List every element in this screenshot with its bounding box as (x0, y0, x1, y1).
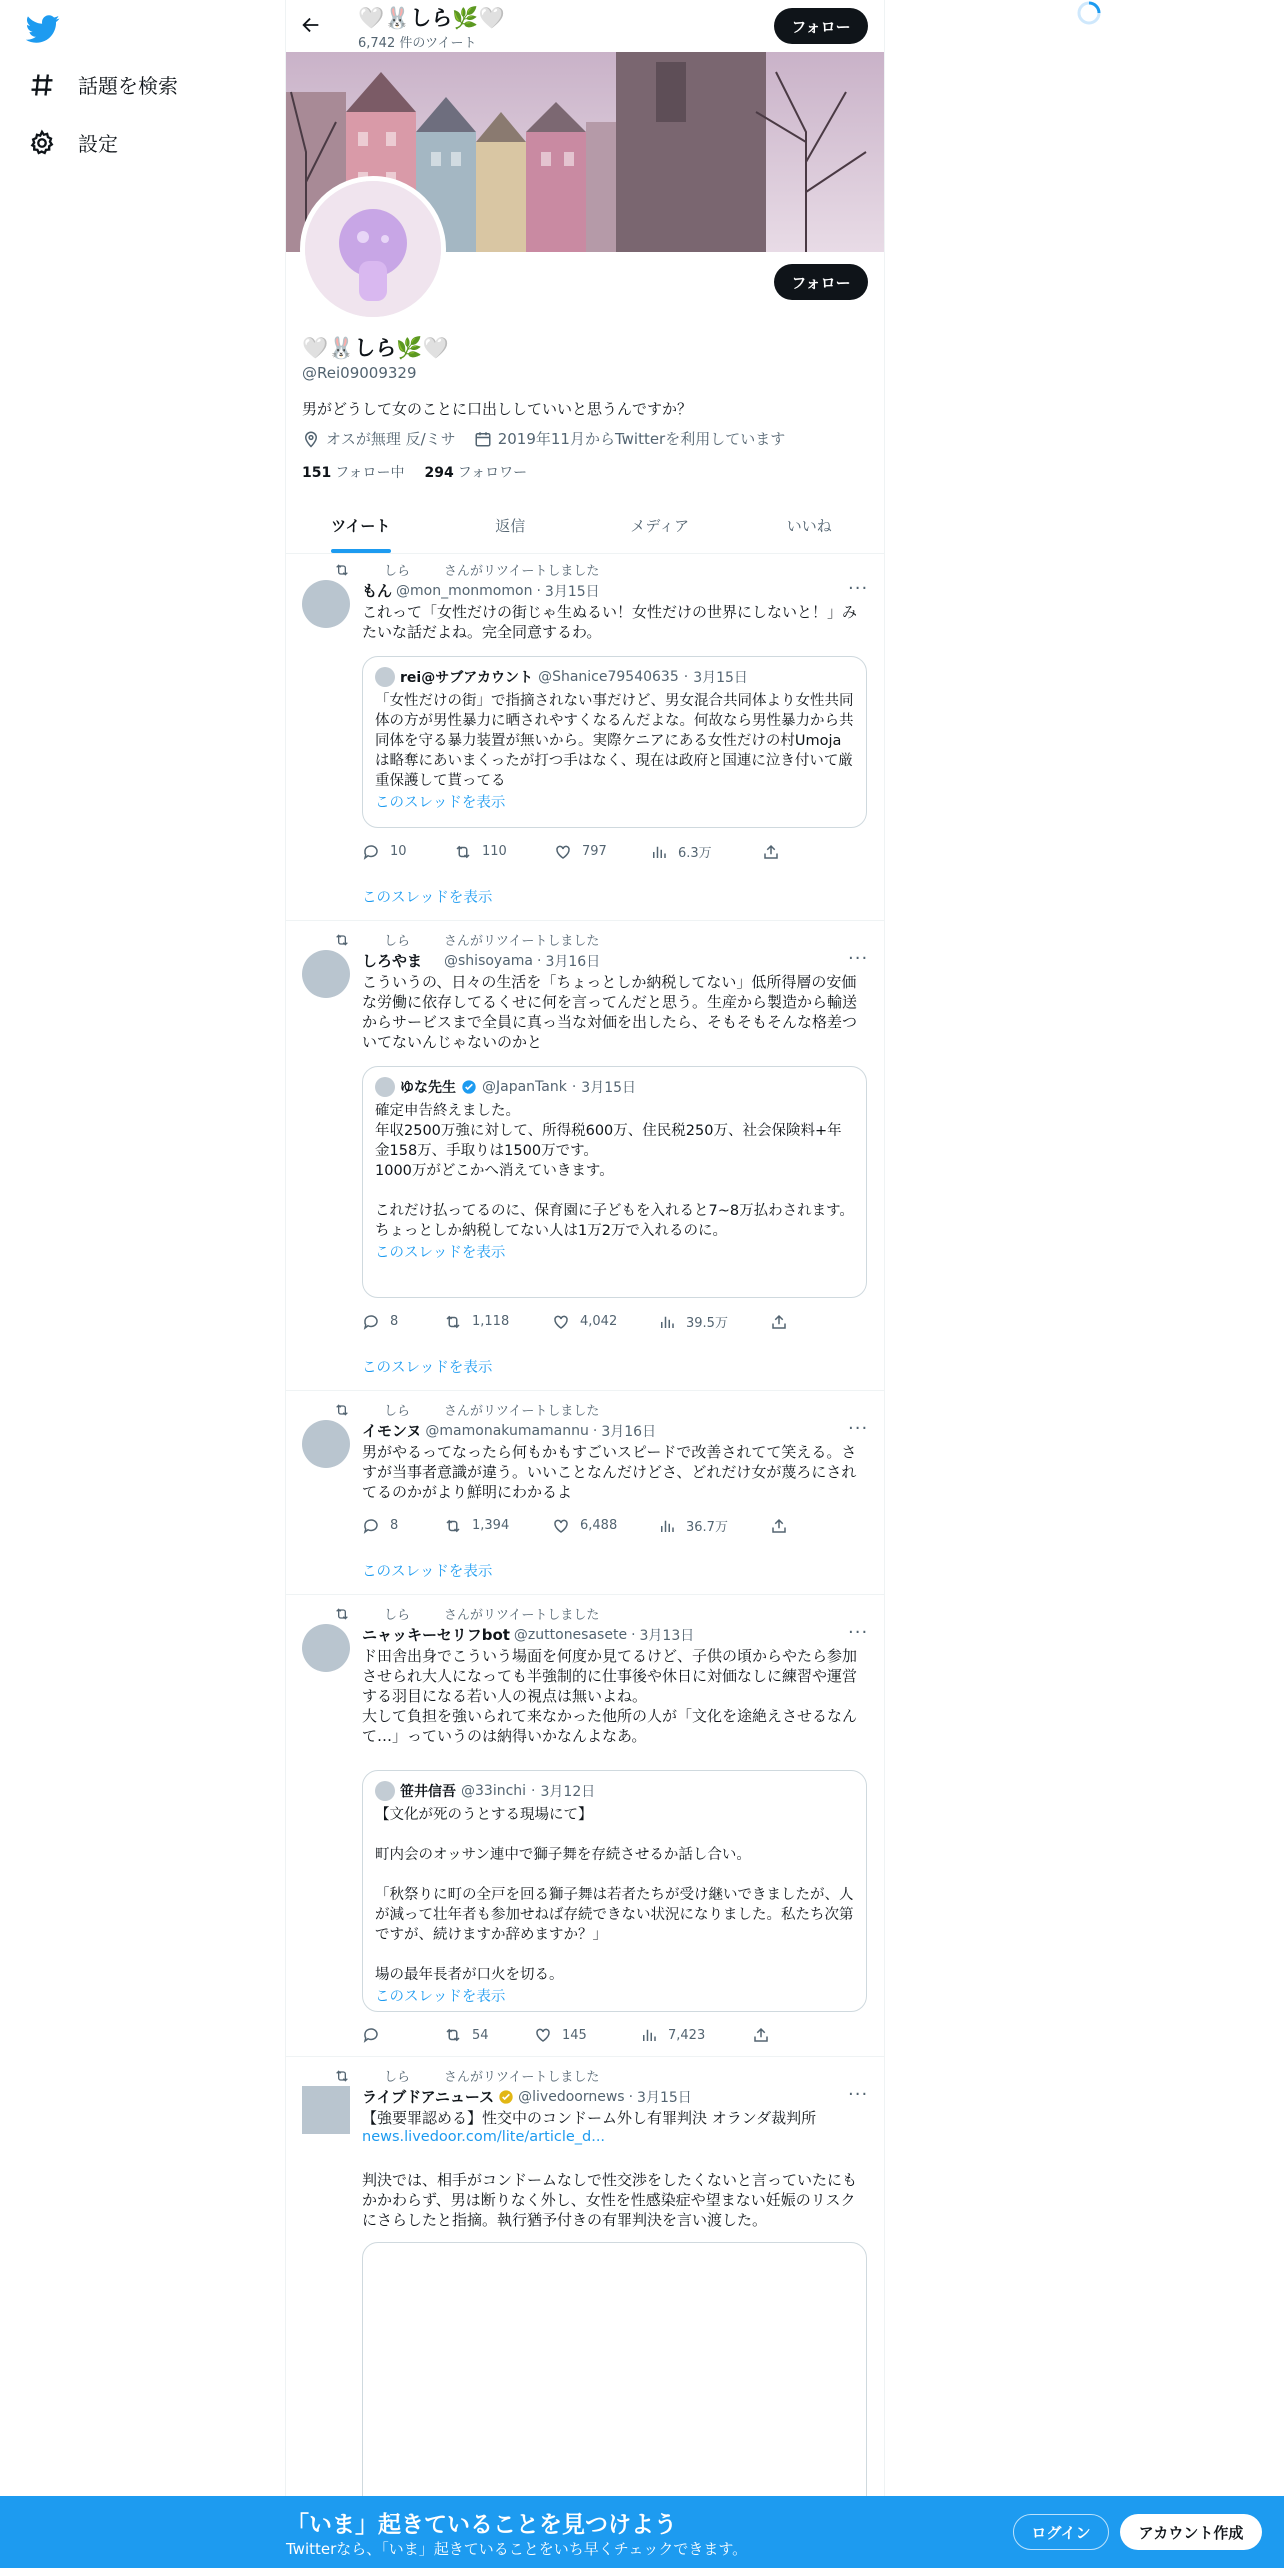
view-count: 7,423 (668, 2027, 706, 2043)
profile-follow-stats (302, 462, 527, 482)
profile-joined (474, 428, 786, 449)
profile-meta (302, 428, 785, 449)
tab-replies[interactable]: 返信 (495, 517, 526, 535)
quoted-thread-link[interactable]: このスレッドを表示 (375, 1989, 506, 2005)
retweet-icon (454, 843, 472, 861)
quoted-author-handle: @Shanice79540635 (538, 669, 679, 685)
retweet-button[interactable] (444, 2026, 534, 2044)
more-options-icon[interactable]: ··· (848, 1622, 869, 1643)
retweeter-name[interactable]: しら (384, 2070, 411, 2085)
profile-follow-button[interactable]: フォロー (774, 264, 868, 300)
signup-button[interactable]: アカウント作成 (1120, 2514, 1262, 2550)
retweet-indicator (334, 930, 599, 949)
like-count: 6,488 (580, 1518, 618, 1533)
view-count: 39.5万 (686, 1316, 728, 1331)
tweet-text: ド田舎出身でこういう場面を何度か見てるけど、子供の頃からやたら参加させられ大人になっても半強制的に仕事後や休日に対価なしに練習や運営する羽目になる若い人の視点は無いよね。 大して負担を強いられて来なかった他所の人が「文化を途絶えさせるなんて…」っていうのは納得いかなんよなあ。 (362, 1647, 858, 1745)
reply-icon (362, 843, 380, 861)
quoted-author-handle: @JapanTank (482, 1079, 567, 1095)
login-button[interactable]: ログイン (1013, 2514, 1109, 2550)
following-count: 151 (302, 465, 332, 481)
tweet-avatar[interactable] (302, 1624, 350, 1672)
retweet-count: 110 (482, 844, 507, 859)
like-button[interactable] (552, 1312, 658, 1331)
tweet-author-handle[interactable]: @shisoyama (444, 952, 534, 969)
like-button[interactable] (534, 2026, 640, 2044)
retweet-text: さんがリツイートしました (444, 564, 600, 579)
quoted-text: 「女性だけの街」で指摘されない事だけど、男女混合共同体より女性共同体の方が男性暴力に晒されやすくなるんだよな。何故なら男性暴力から共同体を守る暴力装置が無いから。実際ケニアにある女性だけの村Umojaは略奪にあいまくったが打つ手はなく、現在は政府と国連に泣き付いて厳重保護して貰ってる (375, 693, 854, 789)
tweet-author-name[interactable]: ライブドアニュース (362, 2088, 495, 2106)
tweet-header: ニャッキーセリフbot @zuttonesasete · 3月13日 (362, 1626, 695, 1644)
retweeter-name[interactable]: しら (384, 1608, 411, 1623)
retweet-button[interactable] (454, 842, 554, 861)
tweet-divider (286, 2056, 884, 2057)
quoted-avatar (375, 667, 395, 687)
retweet-indicator (334, 1604, 599, 1623)
tweet-actions (362, 2026, 770, 2044)
quoted-tweet[interactable] (362, 1770, 867, 2012)
verified-badge-icon (498, 2089, 514, 2105)
reply-button[interactable] (362, 2026, 444, 2044)
heart-icon (554, 843, 572, 861)
tweet-avatar[interactable] (302, 580, 350, 628)
location-pin-icon (302, 430, 320, 448)
tweet-header: イモンヌ @mamonakumamannu · 3月16日 (362, 1422, 657, 1440)
tab-tweets[interactable]: ツイート (286, 498, 436, 553)
tweet-actions (362, 1312, 788, 1331)
retweet-button[interactable] (444, 1312, 552, 1331)
retweet-icon (334, 1402, 350, 1418)
retweet-text: さんがリツイートしました (444, 934, 600, 949)
analytics-icon (658, 1517, 676, 1535)
back-arrow-icon[interactable] (300, 14, 326, 40)
tweet-avatar[interactable] (302, 950, 350, 998)
reply-icon (362, 2026, 380, 2044)
retweet-text: さんがリツイートしました (444, 1404, 600, 1419)
quoted-author-name: rei@サブアカウント (400, 670, 534, 686)
header-profile-name: 🤍🐰しら🌿🤍 (358, 6, 505, 30)
retweet-icon (334, 1606, 350, 1622)
tweet-author-name[interactable]: ニャッキーセリフbot (362, 1626, 510, 1644)
heart-icon (534, 2026, 552, 2044)
quoted-tweet-header: rei@サブアカウント @Shanice79540635 · 3月15日 (375, 667, 854, 687)
followers-count: 294 (424, 465, 454, 481)
retweet-indicator (334, 1400, 599, 1419)
more-options-icon[interactable]: ··· (848, 948, 869, 969)
tweet-actions (362, 842, 780, 861)
more-options-icon[interactable]: ··· (848, 578, 869, 599)
tweet-link[interactable]: news.livedoor.com/lite/article_d... (362, 2129, 606, 2145)
quoted-date: 3月15日 (693, 670, 748, 686)
more-options-icon[interactable]: ··· (848, 2084, 869, 2105)
header-tweet-count: 6,742 件のツイート (358, 36, 477, 51)
tab-media[interactable]: メディア (630, 517, 690, 535)
reply-count: 10 (390, 844, 407, 859)
gear-icon (28, 129, 56, 157)
reply-icon (362, 1517, 380, 1535)
share-button[interactable] (752, 2026, 770, 2044)
views-button[interactable] (650, 842, 762, 861)
nav-explore-label: 話題を検索 (78, 74, 178, 98)
nav-settings-label: 設定 (78, 132, 118, 156)
heart-icon (552, 1313, 570, 1331)
tweet-author-handle[interactable]: @mamonakumamannu (425, 1422, 589, 1439)
tweet-text: 【強要罪認める】性交中のコンドーム外し有罪判決 オランダ裁判所 (362, 2109, 817, 2127)
profile-handle: @Rei09009329 (302, 364, 417, 382)
tweet-author-name[interactable]: しろやま (362, 952, 423, 970)
retweet-icon (444, 1313, 462, 1331)
share-icon (770, 1313, 788, 1331)
quoted-tweet[interactable] (362, 656, 867, 828)
retweet-indicator (334, 560, 599, 579)
header-follow-button[interactable]: フォロー (774, 8, 868, 44)
profile-location (302, 428, 456, 449)
quoted-text: 確定申告終えました。 年収2500万強に対して、所得税600万、住民税250万、社会保険料+年金158万、手取りは1500万です。 1000万がどこかへ消えていきます。 これだけ払ってるのに、保育園に子どもを入れると7~8万払わされます。 ちょっとしか納税してない人は1万2万で入れるのに。 (375, 1103, 854, 1239)
retweeter-name[interactable]: しら (384, 934, 411, 949)
share-button[interactable] (770, 1516, 788, 1535)
views-button[interactable] (658, 1516, 770, 1535)
retweeter-name[interactable]: しら (384, 1404, 411, 1419)
quoted-avatar (375, 1077, 395, 1097)
profile-tabs (286, 498, 884, 554)
analytics-icon (640, 2026, 658, 2044)
like-button[interactable] (554, 842, 650, 861)
following-label: フォロー中 (335, 465, 405, 481)
show-thread-link[interactable]: このスレッドを表示 (362, 890, 493, 906)
quoted-tweet[interactable] (362, 1066, 867, 1298)
view-count: 6.3万 (678, 846, 712, 861)
tweet-header: しろやま @shisoyama · 3月16日 (362, 952, 601, 970)
tweet-text: 男がやるってなったら何もかもすごいスピードで改善されてて笑える。さすが当事者意識が違う。いいことなんだけどさ、どれだけ女が蔑ろにされてるのかがより鮮明にわかるよ (362, 1443, 857, 1501)
tweet-text: これって「女性だけの街じゃ生ぬるい！女性だけの世界にしないと！」みたいな話だよね。完全同意するわ。 (362, 603, 858, 641)
calendar-icon (474, 430, 492, 448)
views-button[interactable] (658, 1312, 770, 1331)
quoted-author-name: 笹井信吾 (400, 1784, 456, 1800)
tweet-actions (362, 1516, 788, 1535)
quoted-text: 【文化が死のうとする現場にて】 町内会のオッサン連中で獅子舞を存続させるか話し合い。 「秋祭りに町の全戸を回る獅子舞は若者たちが受け継いできましたが、人が減って壮年者も参加せねば存続できない状況になりました。私たち次第ですが、続けますか辞めますか？」 場の最年長者が口火を切る。 (375, 1807, 854, 1983)
quoted-author-name: ゆな先生 (400, 1080, 456, 1096)
retweet-indicator (334, 2066, 599, 2085)
tweet-date[interactable]: 3月13日 (639, 1627, 695, 1644)
like-count: 4,042 (580, 1314, 618, 1329)
followers-label: フォロワー (457, 465, 528, 481)
quoted-date: 3月12日 (540, 1784, 596, 1800)
retweeter-name[interactable]: しら (384, 564, 411, 579)
analytics-icon (658, 1313, 676, 1331)
tweet-author-name[interactable]: もん (362, 582, 393, 600)
retweet-text: さんがリツイートしました (444, 2070, 600, 2085)
hashtag-icon (28, 71, 56, 99)
tweet-date[interactable]: 3月15日 (544, 583, 600, 600)
tweet-header: ライブドアニュース @livedoornews · 3月15日 (362, 2088, 692, 2106)
profile-avatar[interactable] (300, 176, 446, 322)
quoted-avatar (375, 1781, 395, 1801)
profile-bio: 男がどうして女のことに口出ししていいと思うんですか？ (302, 400, 693, 418)
tweet-divider (286, 1390, 884, 1391)
retweet-icon (334, 2068, 350, 2084)
signup-banner-title: 「いま」起きていることを見つけよう (286, 2512, 677, 2538)
tweet-date[interactable]: 3月15日 (637, 2089, 692, 2106)
tweet-header: もん @mon_monmomon · 3月15日 (362, 582, 600, 600)
tweet-date[interactable]: 3月16日 (545, 953, 601, 970)
show-thread-link[interactable]: このスレッドを表示 (362, 1564, 493, 1580)
reply-icon (362, 1313, 380, 1331)
tweet-text-continued: 判決では、相手がコンドームなしで性交渉をしたくないと言っていたにもかかわらず、男は断りなく外し、女性を性感染症や望まない妊娠のリスクにさらしたと指摘。執行猶予付きの有罪判決を言い渡した。 (362, 2171, 858, 2229)
tweet-text: こういうの、日々の生活を「ちょっとしか納税してない」低所得層の安価な労働に依存してるくせに何を言ってんだと思う。生産から製造から輸送からサービスまで全員に真っ当な対価を出したら、そもそもそんな格差ついてないんじゃないのかと (362, 973, 858, 1051)
quoted-tweet-header: 笹井信吾 @33inchi · 3月12日 (375, 1781, 854, 1801)
quoted-thread-link[interactable]: このスレッドを表示 (375, 795, 506, 811)
reply-button[interactable] (362, 1516, 444, 1535)
tab-likes[interactable]: いいね (786, 517, 832, 535)
signup-banner-subtitle: Twitterなら、「いま」起きていることをいち早くチェックできます。 (286, 2540, 748, 2558)
reply-button[interactable] (362, 1312, 444, 1331)
profile-location-text: オスが無理 反/ミサ (326, 430, 456, 448)
reply-button[interactable] (362, 842, 454, 861)
show-thread-link[interactable]: このスレッドを表示 (362, 1360, 493, 1376)
tweet-divider (286, 1594, 884, 1595)
nav-explore[interactable] (28, 70, 178, 99)
retweet-icon (444, 2026, 462, 2044)
like-count: 145 (562, 2027, 587, 2043)
retweet-count: 1,118 (472, 1314, 510, 1329)
share-button[interactable] (762, 842, 780, 861)
retweet-icon (444, 1517, 462, 1535)
profile-name: 🤍🐰しら🌿🤍 (302, 336, 449, 360)
retweet-icon (334, 932, 350, 948)
share-icon (770, 1517, 788, 1535)
verified-badge-icon (461, 1079, 477, 1095)
views-button[interactable] (640, 2026, 752, 2044)
tweet-author-handle[interactable]: @zuttonesasete (513, 1626, 628, 1643)
quoted-thread-link[interactable]: このスレッドを表示 (375, 1245, 506, 1261)
like-button[interactable] (552, 1516, 658, 1535)
tweet-author-handle[interactable]: @mon_monmomon (396, 582, 533, 599)
retweet-count: 54 (472, 2027, 489, 2043)
retweet-button[interactable] (444, 1516, 552, 1535)
retweet-text: さんがリツイートしました (444, 1608, 600, 1623)
tweet-avatar[interactable] (302, 2086, 350, 2134)
share-button[interactable] (770, 1312, 788, 1331)
more-options-icon[interactable]: ··· (848, 1418, 869, 1439)
tweet-author-name[interactable]: イモンヌ (362, 1422, 422, 1440)
tweet-divider (286, 920, 884, 921)
quoted-author-handle: @33inchi (461, 1783, 527, 1799)
nav-settings[interactable] (28, 128, 118, 157)
profile-joined-text: 2019年11月からTwitterを利用しています (497, 430, 786, 448)
view-count: 36.7万 (686, 1520, 728, 1535)
quoted-tweet-header: ゆな先生 @JapanTank · 3月15日 (375, 1077, 854, 1097)
followers-link[interactable] (425, 462, 528, 482)
retweet-count: 1,394 (472, 1518, 510, 1533)
tweet-date[interactable]: 3月16日 (601, 1423, 657, 1440)
quoted-date: 3月15日 (581, 1080, 637, 1096)
analytics-icon (650, 843, 668, 861)
heart-icon (552, 1517, 570, 1535)
loading-spinner-icon (1076, 0, 1102, 26)
tweet-avatar[interactable] (302, 1420, 350, 1468)
tweet-author-handle[interactable]: @livedoornews (518, 2088, 625, 2105)
reply-count: 8 (390, 1314, 399, 1329)
like-count: 797 (582, 844, 607, 859)
share-icon (752, 2026, 770, 2044)
twitter-logo-icon[interactable] (26, 12, 66, 46)
share-icon (762, 843, 780, 861)
retweet-icon (334, 562, 350, 578)
reply-count: 8 (390, 1518, 399, 1533)
following-link[interactable] (302, 462, 405, 482)
